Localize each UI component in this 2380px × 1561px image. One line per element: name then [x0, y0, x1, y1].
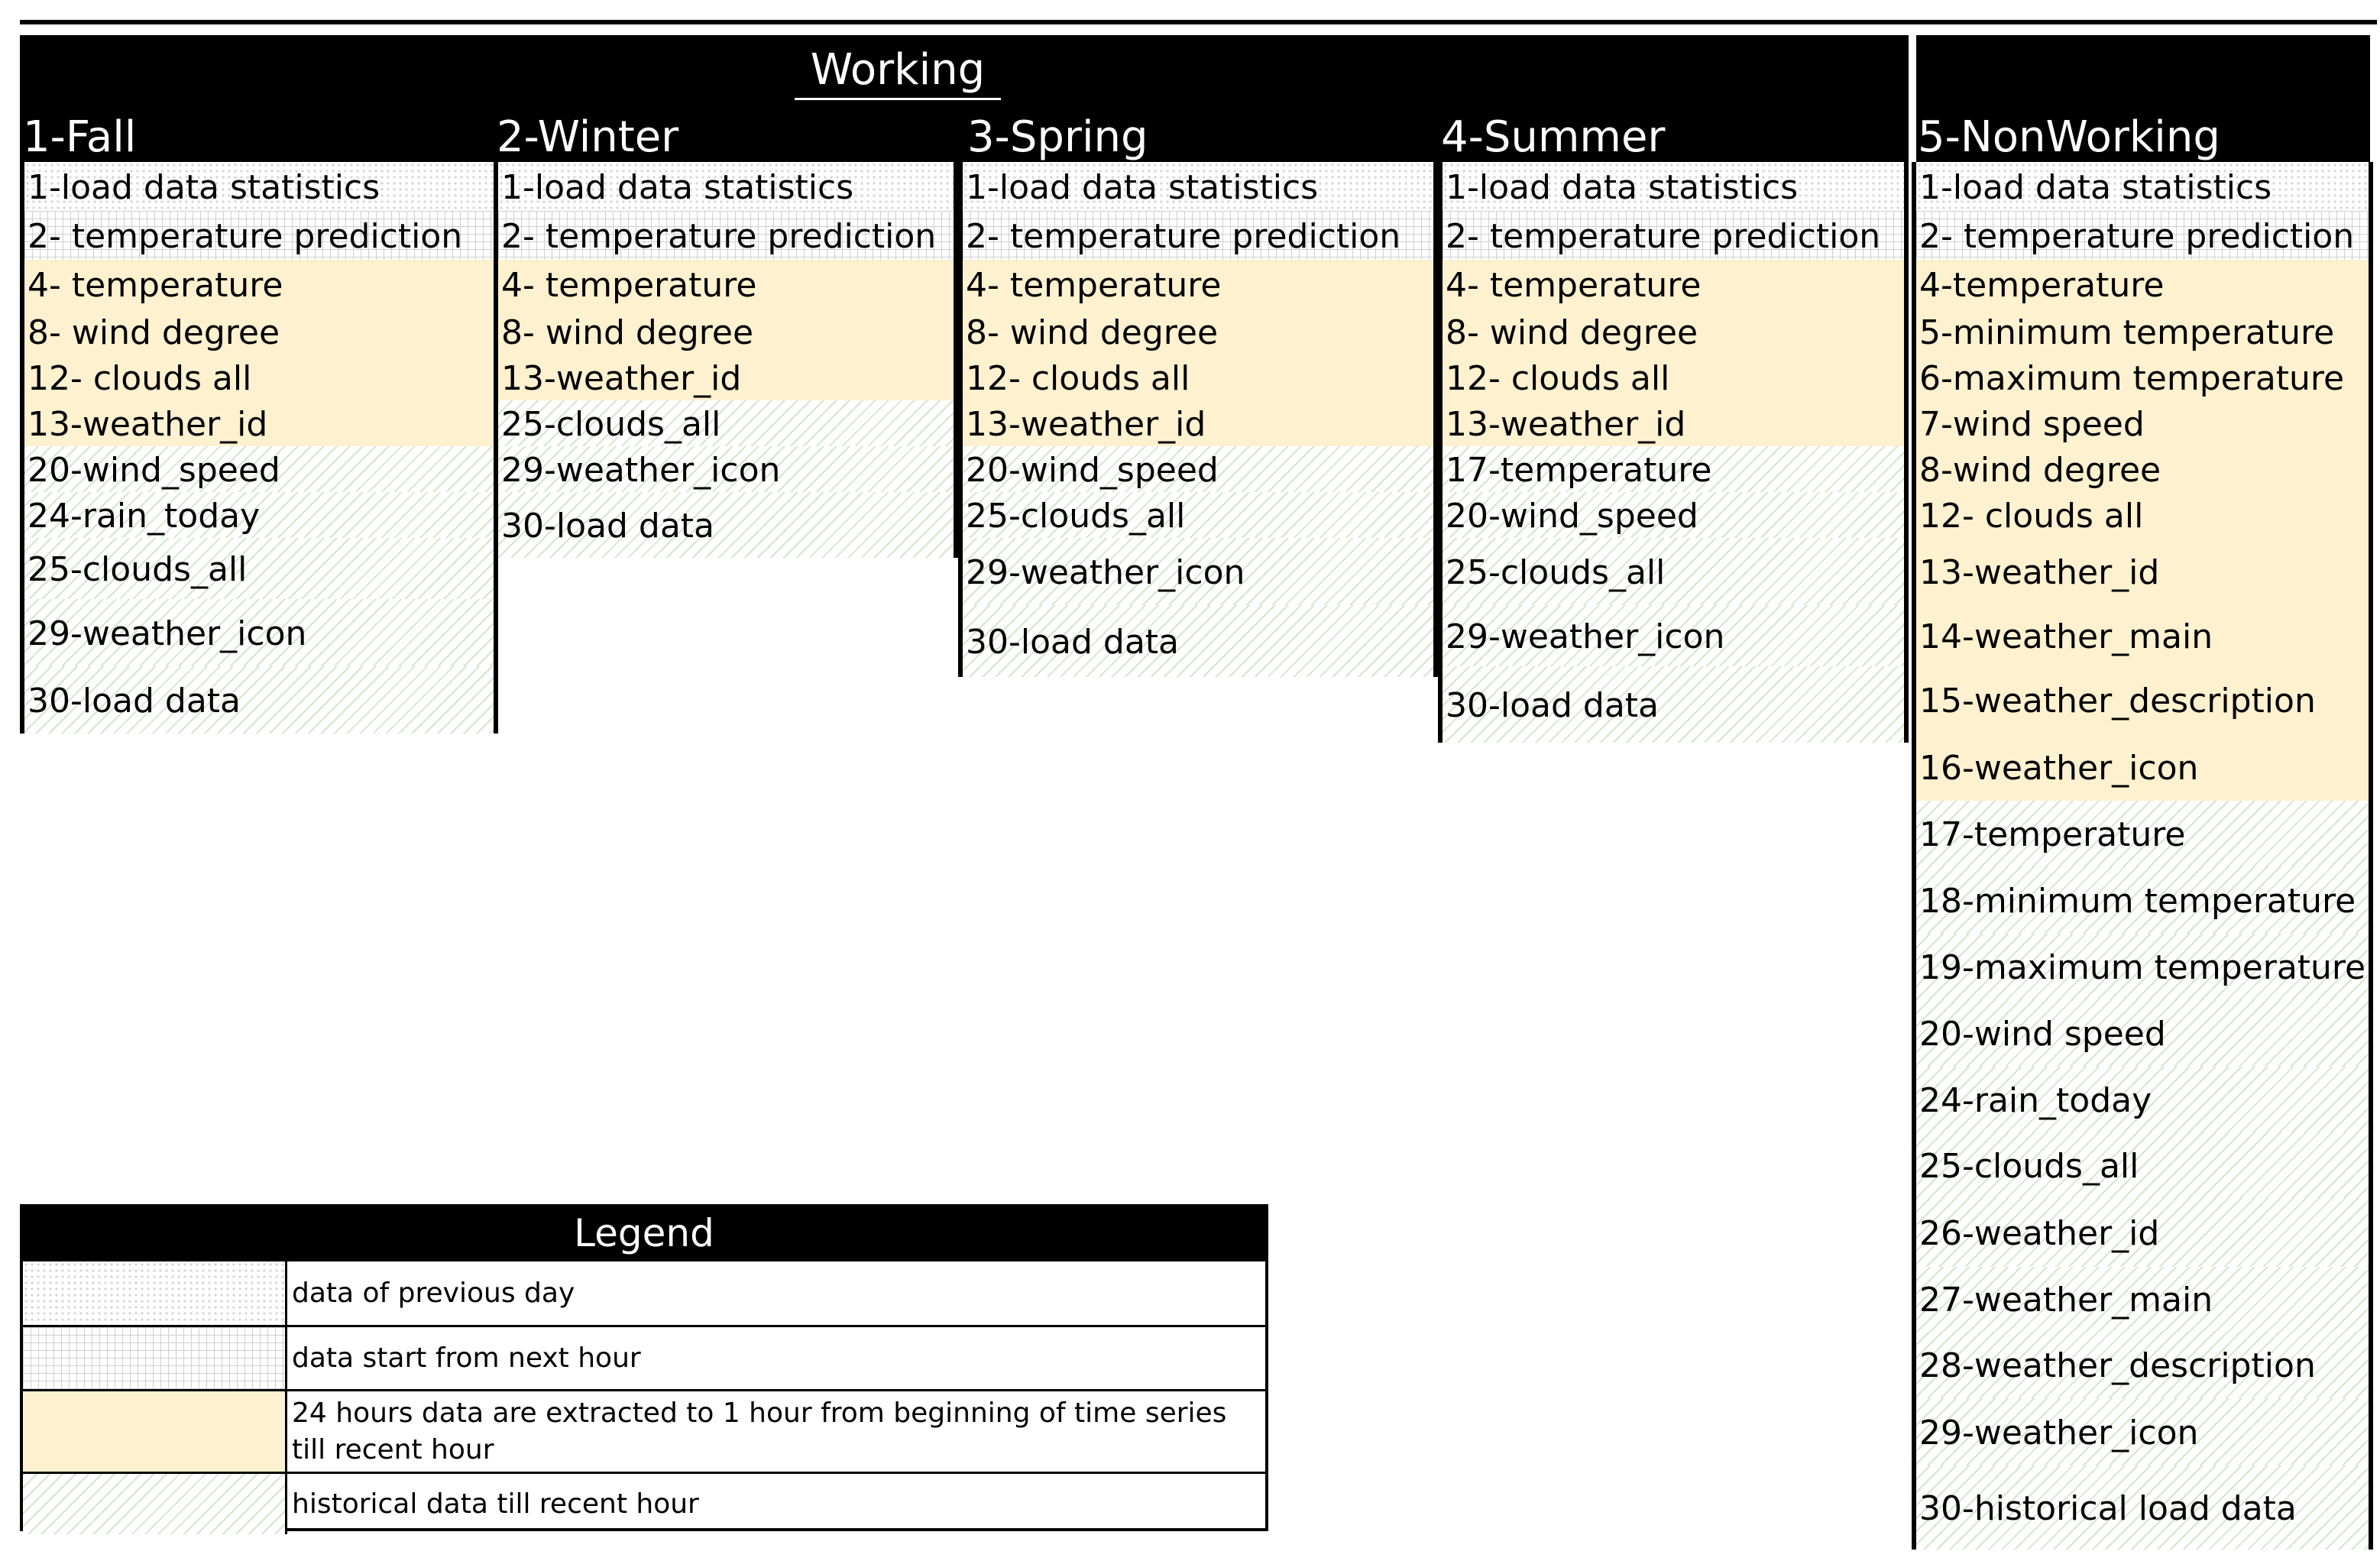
feature-row: [1916, 1267, 2369, 1331]
feature-label: 8- wind degree: [28, 313, 280, 352]
feature-row: [1443, 666, 1904, 743]
feature-row: [1443, 446, 1904, 492]
feature-label: 1-load data statistics: [28, 168, 380, 207]
feature-row: [1443, 400, 1904, 446]
feature-label: 4- temperature: [501, 266, 757, 305]
feature-label: 20-wind_speed: [1446, 497, 1698, 536]
legend-title: Legend: [23, 1207, 1265, 1259]
feature-row: [498, 446, 954, 492]
feature-label: 17-temperature: [1919, 815, 2186, 854]
feature-row: [1916, 400, 2369, 446]
feature-row: [1443, 355, 1904, 400]
feature-row: [963, 162, 1433, 211]
top-rule: [20, 20, 2377, 24]
feature-label: 1-load data statistics: [501, 168, 854, 207]
feature-label: 17-temperature: [1446, 451, 1712, 490]
feature-label: 13-weather_id: [28, 405, 268, 444]
column-nonworking: [1912, 162, 2373, 1550]
feature-row: [498, 400, 954, 446]
feature-label: 15-weather_description: [1919, 682, 2316, 721]
feature-label: 2- temperature prediction: [966, 217, 1401, 256]
feature-label: 13-weather_id: [501, 359, 742, 398]
feature-row: [1916, 666, 2369, 734]
feature-row: [24, 446, 494, 492]
feature-row: [1916, 605, 2369, 666]
legend-label: historical data till recent hour: [292, 1488, 699, 1520]
feature-row: [963, 446, 1433, 492]
feature-label: 7-wind speed: [1919, 405, 2145, 444]
feature-label: 24-rain_today: [1919, 1081, 2152, 1120]
feature-row: [498, 162, 954, 211]
feature-row: [1916, 1198, 2369, 1267]
feature-row: [1916, 260, 2369, 309]
feature-label: 29-weather_icon: [966, 553, 1245, 592]
feature-row: [1443, 605, 1904, 666]
feature-label: 24-rain_today: [28, 497, 261, 536]
feature-label: 25-clouds_all: [1446, 553, 1666, 592]
feature-label: 29-weather_icon: [28, 614, 307, 653]
feature-row: [24, 162, 494, 211]
feature-row: [963, 400, 1433, 446]
feature-label: 5-minimum temperature: [1919, 313, 2335, 352]
legend-label: 24 hours data are extracted to 1 hour from beginning of time series till recent hour: [292, 1397, 1227, 1465]
feature-row: [1916, 801, 2369, 866]
feature-label: 27-weather_main: [1919, 1281, 2213, 1320]
feature-row: [24, 400, 494, 446]
feature-row: [24, 211, 494, 260]
feature-label: 2- temperature prediction: [28, 217, 463, 256]
feature-label: 1-load data statistics: [966, 168, 1319, 207]
feature-label: 6-maximum temperature: [1919, 359, 2345, 398]
feature-row: [1916, 538, 2369, 605]
legend-swatch-dot: [23, 1261, 287, 1325]
legend-swatch-grid: [23, 1327, 287, 1389]
feature-row: [1916, 355, 2369, 400]
feature-row: [963, 211, 1433, 260]
feature-label: 4- temperature: [28, 266, 283, 305]
legend-row: [23, 1472, 1265, 1534]
feature-label: 30-historical load data: [1919, 1489, 2297, 1528]
feature-label: 28-weather_description: [1919, 1346, 2316, 1385]
feature-label: 8- wind degree: [501, 313, 754, 352]
feature-label: 12- clouds all: [1919, 497, 2144, 536]
feature-label: 30-load data: [966, 623, 1179, 662]
feature-row: [24, 355, 494, 400]
feature-label: 25-clouds_all: [28, 550, 248, 589]
feature-label: 20-wind_speed: [966, 451, 1219, 490]
feature-row: [1916, 446, 2369, 492]
feature-label: 29-weather_icon: [1919, 1414, 2199, 1453]
feature-row: [498, 309, 954, 355]
feature-label: 29-weather_icon: [501, 451, 781, 490]
legend: [20, 1204, 1268, 1531]
feature-label: 2- temperature prediction: [501, 217, 937, 256]
legend-swatch-hatch: [23, 1474, 287, 1534]
column-summer: [1438, 162, 1909, 743]
feature-label: 2- temperature prediction: [1919, 217, 2355, 256]
feature-row: [1916, 1465, 2369, 1550]
feature-row: [963, 309, 1433, 355]
column-title-spring: 3-Spring: [967, 112, 1148, 162]
legend-row: [23, 1389, 1265, 1472]
feature-row: [1443, 211, 1904, 260]
feature-label: 8- wind degree: [966, 313, 1219, 352]
feature-row: [1443, 162, 1904, 211]
feature-label: 25-clouds_all: [966, 497, 1186, 536]
feature-row: [1916, 492, 2369, 538]
feature-label: 12- clouds all: [28, 359, 252, 398]
feature-label: 19-maximum temperature: [1919, 948, 2366, 987]
feature-row: [963, 492, 1433, 538]
feature-row: [1916, 1132, 2369, 1198]
feature-row: [498, 355, 954, 400]
feature-label: 26-weather_id: [1919, 1214, 2160, 1253]
working-title: Working: [795, 43, 1001, 100]
feature-label: 1-load data statistics: [1919, 168, 2272, 207]
feature-label: 12- clouds all: [1446, 359, 1670, 398]
feature-label: 13-weather_id: [1446, 405, 1686, 444]
column-title-fall: 1-Fall: [23, 112, 137, 162]
feature-row: [24, 599, 494, 666]
column-title-winter: 2-Winter: [497, 112, 679, 162]
feature-row: [498, 211, 954, 260]
feature-label: 20-wind speed: [1919, 1015, 2166, 1054]
column-title-summer: 4-Summer: [1441, 112, 1666, 162]
feature-label: 4- temperature: [1446, 266, 1702, 305]
column-fall: [20, 162, 498, 734]
feature-row: [1916, 1067, 2369, 1132]
feature-label: 4-temperature: [1919, 266, 2165, 305]
feature-label: 30-load data: [501, 507, 714, 546]
feature-row: [1916, 866, 2369, 934]
column-winter: [494, 162, 958, 558]
feature-row: [963, 260, 1433, 309]
feature-row: [1916, 734, 2369, 801]
feature-row: [24, 538, 494, 599]
feature-row: [1443, 538, 1904, 605]
feature-label: 8- wind degree: [1446, 313, 1698, 352]
feature-label: 20-wind_speed: [28, 451, 280, 490]
feature-row: [963, 538, 1433, 605]
feature-label: 16-weather_icon: [1919, 749, 2199, 788]
feature-row: [963, 605, 1433, 677]
feature-row: [1916, 1398, 2369, 1465]
feature-label: 4- temperature: [966, 266, 1222, 305]
feature-label: 25-clouds_all: [501, 405, 721, 444]
feature-row: [1916, 1331, 2369, 1398]
legend-label: data of previous day: [292, 1277, 575, 1309]
legend-swatch-yellow: [23, 1391, 287, 1472]
feature-label: 25-clouds_all: [1919, 1147, 2139, 1186]
feature-row: [24, 260, 494, 309]
feature-row: [1443, 309, 1904, 355]
feature-row: [1916, 309, 2369, 355]
feature-label: 8-wind degree: [1919, 451, 2161, 490]
feature-label: 12- clouds all: [966, 359, 1190, 398]
column-title-nonworking: 5-NonWorking: [1918, 112, 2220, 162]
feature-row: [1443, 260, 1904, 309]
feature-label: 30-load data: [1446, 686, 1659, 725]
legend-row: [23, 1325, 1265, 1389]
feature-label: 29-weather_icon: [1446, 617, 1725, 656]
column-spring: [958, 162, 1438, 677]
feature-label: 18-minimum temperature: [1919, 882, 2356, 921]
feature-row: [1916, 999, 2369, 1067]
legend-row: [23, 1259, 1265, 1325]
feature-label: 13-weather_id: [1919, 553, 2160, 592]
feature-row: [498, 260, 954, 309]
feature-row: [24, 492, 494, 538]
feature-label: 1-load data statistics: [1446, 168, 1799, 207]
feature-row: [1916, 211, 2369, 260]
legend-label: data start from next hour: [292, 1342, 641, 1374]
feature-label: 13-weather_id: [966, 405, 1206, 444]
feature-row: [24, 666, 494, 734]
feature-row: [963, 355, 1433, 400]
feature-label: 30-load data: [28, 682, 241, 721]
feature-label: 2- temperature prediction: [1446, 217, 1881, 256]
feature-row: [1916, 934, 2369, 999]
feature-row: [24, 309, 494, 355]
feature-row: [1443, 492, 1904, 538]
feature-row: [498, 492, 954, 558]
feature-label: 14-weather_main: [1919, 617, 2213, 656]
feature-row: [1916, 162, 2369, 211]
